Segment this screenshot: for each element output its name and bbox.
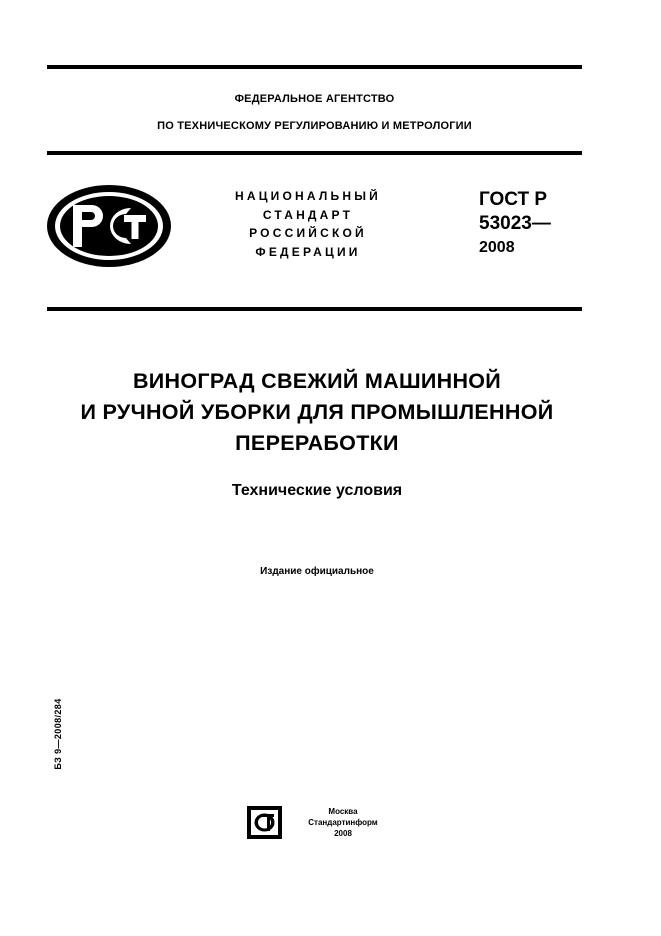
agency-name-line-1: ФЕДЕРАЛЬНОЕ АГЕНТСТВО: [234, 93, 395, 105]
imprint-publisher: Стандартинформ: [308, 818, 378, 827]
imprint: [293, 806, 393, 839]
title-line-1: ВИНОГРАД СВЕЖИЙ МАШИННОЙ: [132, 369, 502, 393]
standard-line-4: ФЕДЕРАЦИИ: [255, 244, 361, 259]
national-standard-label: [218, 187, 398, 261]
standard-line-2: СТАНДАРТ: [262, 207, 354, 222]
imprint-city: Москва: [328, 807, 358, 816]
gost-label: ГОСТ Р: [479, 189, 548, 210]
document-subtitle: Технические условия: [231, 482, 403, 499]
standartinform-logo-icon: [247, 806, 282, 839]
bottom-rule: [47, 307, 582, 311]
standard-line-1: НАЦИОНАЛЬНЫЙ: [234, 189, 382, 203]
title-line-2: И РУЧНОЙ УБОРКИ ДЛЯ ПРОМЫШЛЕННОЙ: [80, 400, 554, 424]
gost-year: 2008: [479, 239, 515, 256]
agency-name-line-2: ПО ТЕХНИЧЕСКОМУ РЕГУЛИРОВАНИЮ И МЕТРОЛОГИИ: [157, 120, 472, 132]
standard-line-3: РОССИЙСКОЙ: [249, 226, 367, 240]
edition-note: Издание официальное: [260, 566, 374, 577]
gost-number: 53023—: [479, 213, 551, 234]
imprint-year: 2008: [334, 829, 352, 838]
gost-r-logo-icon: [45, 183, 175, 269]
gost-designation: [479, 188, 551, 260]
side-code: БЗ 9—2008/284: [53, 698, 63, 770]
document-title: [47, 366, 587, 459]
middle-rule: [47, 151, 582, 155]
title-line-3: ПЕРЕРАБОТКИ: [235, 431, 399, 455]
top-rule: [47, 65, 582, 69]
